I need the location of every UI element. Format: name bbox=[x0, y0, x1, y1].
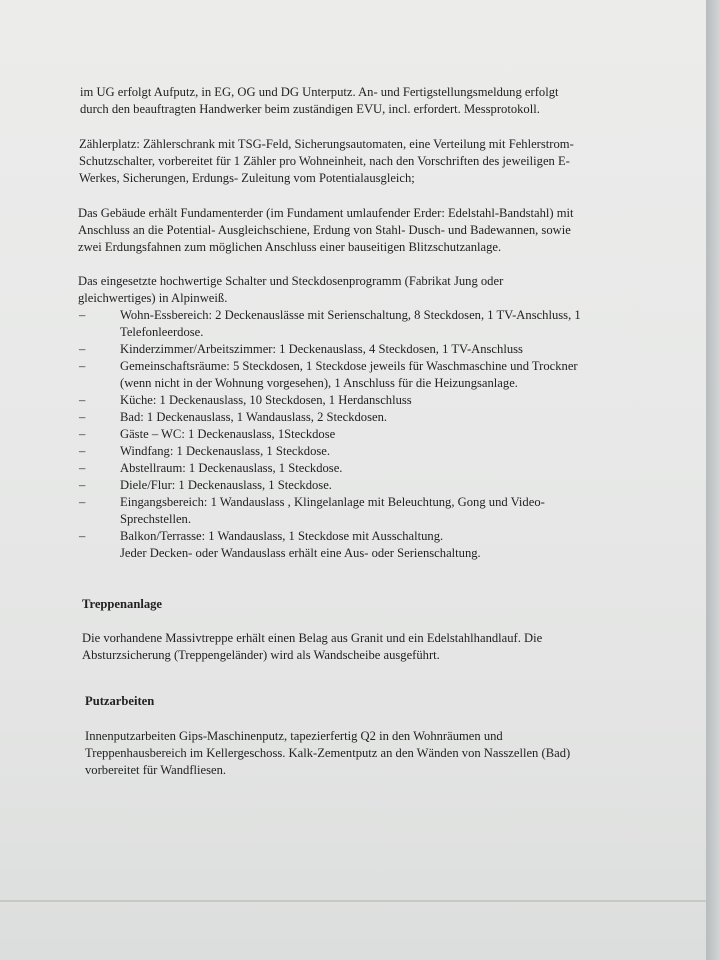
putz-line: Innenputzarbeiten Gips-Maschinenputz, tapezierfertig Q2 in den Wohnräumen und bbox=[85, 729, 503, 743]
list-dash: – bbox=[79, 308, 86, 322]
list-item-gaeste-wc: Gäste – WC: 1 Deckenauslass, 1Steckdose bbox=[120, 427, 336, 441]
list-item-eingangsbereich: Eingangsbereich: 1 Wandauslass , Klingelanlage mit Beleuchtung, Gong und Video- bbox=[120, 495, 545, 509]
list-item-eingangsbereich-cont: Sprechstellen. bbox=[120, 512, 191, 526]
intro-line: im UG erfolgt Aufputz, in EG, OG und DG Unterputz. An- und Fertigstellungsmeldung erfolgt bbox=[80, 85, 559, 99]
putz-line: vorbereitet für Wandfliesen. bbox=[85, 763, 227, 777]
list-dash: – bbox=[79, 427, 86, 441]
list-item-wohn-essbereich-cont: Telefonleerdose. bbox=[120, 325, 204, 339]
fundament-line: Anschluss an die Potential- Ausgleichschiene, Erdung von Stahl- Dusch- und Badewannen, sowie bbox=[78, 223, 571, 237]
list-dash: – bbox=[79, 359, 86, 373]
intro-line: durch den beauftragten Handwerker beim zuständigen EVU, incl. erfordert. Messprotokoll. bbox=[80, 102, 540, 116]
list-dash: – bbox=[79, 444, 86, 458]
treppen-line: Die vorhandene Massivtreppe erhält einen Belag aus Granit und ein Edelstahlhandlauf. Die bbox=[82, 631, 543, 645]
zaehlerplatz-line: Zählerplatz: Zählerschrank mit TSG-Feld, Sicherungsautomaten, eine Verteilung mit Fehlerstrom- bbox=[79, 137, 574, 151]
fundament-line: Das Gebäude erhält Fundamenterder (im Fundament umlaufender Erder: Edelstahl-Bandstahl) mit bbox=[78, 206, 574, 220]
section-heading-treppenanlage: Treppenanlage bbox=[82, 597, 163, 611]
list-item-kinderzimmer: Kinderzimmer/Arbeitszimmer: 1 Deckenauslass, 4 Steckdosen, 1 TV-Anschluss bbox=[120, 342, 523, 356]
page-fold bbox=[0, 900, 706, 902]
list-item-balkon-terrasse-cont: Jeder Decken- oder Wandauslass erhält eine Aus- oder Serienschaltung. bbox=[120, 546, 481, 560]
list-item-bad: Bad: 1 Deckenauslass, 1 Wandauslass, 2 Steckdosen. bbox=[120, 410, 388, 424]
schalter-intro-line: Das eingesetzte hochwertige Schalter und Steckdosenprogramm (Fabrikat Jung oder bbox=[78, 274, 504, 288]
list-item-kueche: Küche: 1 Deckenauslass, 10 Steckdosen, 1 Herdanschluss bbox=[120, 393, 412, 407]
list-dash: – bbox=[79, 461, 86, 475]
list-item-wohn-essbereich: Wohn-Essbereich: 2 Deckenauslässe mit Serienschaltung, 8 Steckdosen, 1 TV-Anschluss, 1 bbox=[120, 308, 581, 322]
treppen-line: Absturzsicherung (Treppengeländer) wird als Wandscheibe ausgeführt. bbox=[82, 648, 440, 662]
schalter-intro-line: gleichwertiges) in Alpinweiß. bbox=[78, 291, 228, 305]
zaehlerplatz-line: Schutzschalter, vorbereitet für 1 Zähler pro Wohneinheit, nach den Vorschriften des jeweiligen E- bbox=[79, 154, 570, 168]
list-dash: – bbox=[79, 393, 86, 407]
fundament-line: zwei Erdungsfahnen zum möglichen Anschluss einer bauseitigen Blitzschutzanlage. bbox=[78, 240, 502, 254]
section-heading-putzarbeiten: Putzarbeiten bbox=[85, 694, 155, 708]
list-item-abstellraum: Abstellraum: 1 Deckenauslass, 1 Steckdose. bbox=[120, 461, 343, 475]
list-dash: – bbox=[79, 342, 86, 356]
list-item-diele-flur: Diele/Flur: 1 Deckenauslass, 1 Steckdose. bbox=[120, 478, 332, 492]
list-item-gemeinschaftsraeume-cont: (wenn nicht in der Wohnung vorgesehen), 1 Anschluss für die Heizungsanlage. bbox=[120, 376, 518, 390]
page-edge bbox=[706, 0, 720, 960]
putz-line: Treppenhausbereich im Kellergeschoss. Kalk-Zementputz an den Wänden von Nasszellen (Bad) bbox=[85, 746, 571, 760]
list-item-balkon-terrasse: Balkon/Terrasse: 1 Wandauslass, 1 Steckdose mit Ausschaltung. bbox=[120, 529, 444, 543]
list-dash: – bbox=[79, 495, 86, 509]
list-item-gemeinschaftsraeume: Gemeinschaftsräume: 5 Steckdosen, 1 Steckdose jeweils für Waschmaschine und Trockner bbox=[120, 359, 578, 373]
list-item-windfang: Windfang: 1 Deckenauslass, 1 Steckdose. bbox=[120, 444, 331, 458]
list-dash: – bbox=[79, 529, 86, 543]
zaehlerplatz-line: Werkes, Sicherungen, Erdungs- Zuleitung vom Potentialausgleich; bbox=[79, 171, 415, 185]
list-dash: – bbox=[79, 410, 86, 424]
list-dash: – bbox=[79, 478, 86, 492]
